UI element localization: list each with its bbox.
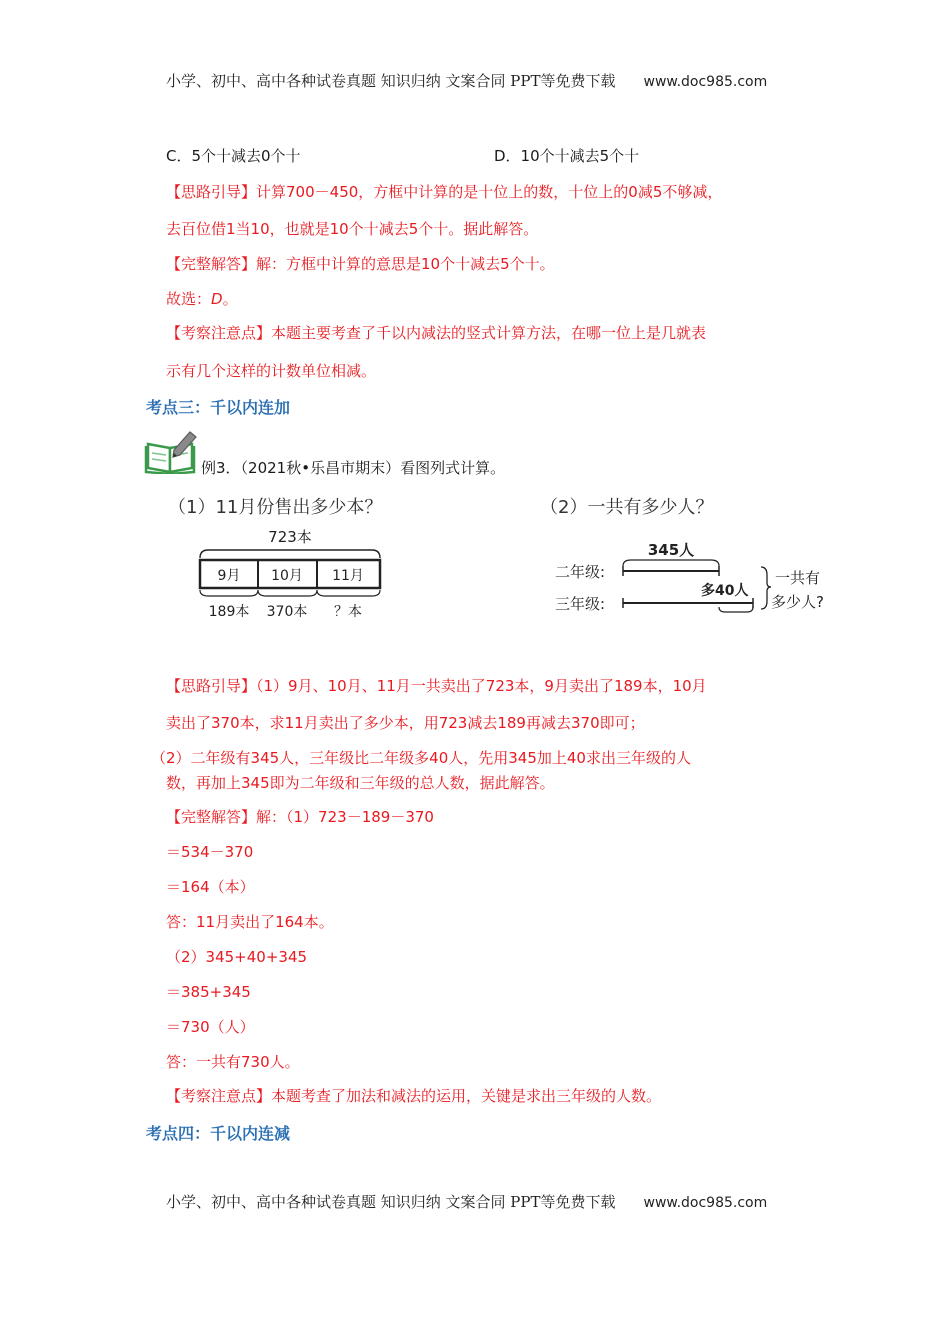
solution3-note-text: 本题考查了加法和减法的运用，关键是求出三年级的人数。 bbox=[271, 1087, 662, 1105]
q2-choice-value: D bbox=[211, 290, 223, 308]
solution3-hint-line3: （2）二年级有345人，三年级比二年级多40人，先用345加上40求出三年级的人 bbox=[151, 749, 691, 767]
q2-note-line1 bbox=[166, 323, 706, 343]
solution3-answer-line3: ＝164（本） bbox=[166, 878, 255, 896]
header-url[interactable]: www.doc985.com bbox=[643, 74, 768, 90]
diagram1-amount-sep: 189本 bbox=[208, 604, 250, 620]
solution3-answer-line8: 答：一共有730人。 bbox=[166, 1053, 300, 1071]
q2-answer-text: 解：方框中计算的意思是10个十减去5个十。 bbox=[256, 255, 555, 273]
q2-hint-text1: 计算700－450，方框中计算的是十位上的数，十位上的0减5不够减， bbox=[256, 183, 723, 201]
diagram1-total-label: 723本 bbox=[268, 528, 312, 546]
q2-choice-prefix: 故选： bbox=[166, 290, 212, 308]
diagram2-question1: 一共有 bbox=[775, 569, 821, 587]
footer-text: 小学、初中、高中各种试卷真题 知识归纳 文案合同 PPT等免费下载 bbox=[166, 1193, 616, 1211]
section4-title: 考点四：千以内连减 bbox=[146, 1124, 291, 1143]
q2-note-text1: 本题主要考查了千以内减法的竖式计算方法，在哪一位上是几就表 bbox=[271, 324, 707, 342]
diagram1-amount-nov: ？本 bbox=[334, 604, 362, 620]
q2-note-tag: 【考察注意点】 bbox=[166, 324, 272, 342]
option-c: C．5个十减去0个十 bbox=[166, 147, 301, 165]
solution3-answer-line6: ＝385+345 bbox=[166, 983, 251, 1001]
solution3-hint-line1 bbox=[166, 676, 707, 696]
solution3-hint-line4: 数，再加上345即为二年级和三年级的总人数，据此解答。 bbox=[166, 774, 555, 792]
solution3-hint-text1: （1）9月、10月、11月一共卖出了723本，9月卖出了189本，10月 bbox=[256, 677, 707, 695]
q2-answer bbox=[166, 254, 555, 274]
solution3-answer-line1 bbox=[166, 807, 434, 827]
book-pencil-icon bbox=[144, 428, 200, 474]
part2-title: （2）一共有多少人？ bbox=[540, 497, 714, 518]
option-d: D．10个十减去5个十 bbox=[494, 147, 640, 165]
solution3-hint-line2: 卖出了370本，求11月卖出了多少本，用723减去189再减去370即可； bbox=[166, 714, 645, 732]
solution3-answer-tag: 【完整解答】 bbox=[166, 808, 257, 826]
page-header bbox=[166, 70, 767, 91]
q2-choice-suffix: 。 bbox=[222, 290, 238, 308]
q2-choice bbox=[166, 289, 238, 309]
diagram2-question2: 多少人? bbox=[771, 593, 824, 611]
diagram-segment-students bbox=[553, 535, 843, 620]
solution3-note-tag: 【考察注意点】 bbox=[166, 1087, 272, 1105]
diagram2-more: 多40人 bbox=[701, 583, 749, 599]
solution3-hint-tag: 【思路引导】 bbox=[166, 677, 257, 695]
diagram1-month-oct: 10月 bbox=[271, 568, 303, 584]
diagram1-amount-oct: 370本 bbox=[266, 604, 308, 620]
page-footer bbox=[166, 1191, 767, 1212]
diagram-segment-books bbox=[190, 520, 390, 625]
diagram2-top-label: 345人 bbox=[647, 541, 695, 559]
section3-title: 考点三：千以内连加 bbox=[146, 398, 291, 417]
q2-note-line2: 示有几个这样的计数单位相减。 bbox=[166, 362, 377, 380]
footer-url[interactable]: www.doc985.com bbox=[643, 1195, 768, 1211]
diagram1-month-nov: 11月 bbox=[332, 568, 364, 584]
diagram1-month-sep: 9月 bbox=[217, 568, 241, 584]
header-text: 小学、初中、高中各种试卷真题 知识归纳 文案合同 PPT等免费下载 bbox=[166, 72, 616, 90]
solution3-answer-line2: ＝534－370 bbox=[166, 843, 254, 861]
solution3-answer-line4: 答：11月卖出了164本。 bbox=[166, 913, 334, 931]
example3-label: 例3．（2021秋•乐昌市期末）看图列式计算。 bbox=[201, 459, 506, 477]
solution3-answer-line5: （2）345+40+345 bbox=[166, 948, 308, 966]
solution3-answer-text1: 解：（1）723－189－370 bbox=[256, 808, 434, 826]
part1-title: （1）11月份售出多少本？ bbox=[168, 497, 383, 518]
q2-hint-line1 bbox=[166, 182, 722, 202]
solution3-note bbox=[166, 1086, 661, 1106]
q2-answer-tag: 【完整解答】 bbox=[166, 255, 257, 273]
diagram2-row1: 二年级: bbox=[555, 563, 606, 581]
diagram2-row2: 三年级: bbox=[555, 595, 606, 613]
solution3-answer-line7: ＝730（人） bbox=[166, 1018, 255, 1036]
q2-hint-line2: 去百位借1当10，也就是10个十减去5个十。据此解答。 bbox=[166, 220, 539, 238]
q2-hint-tag: 【思路引导】 bbox=[166, 183, 257, 201]
